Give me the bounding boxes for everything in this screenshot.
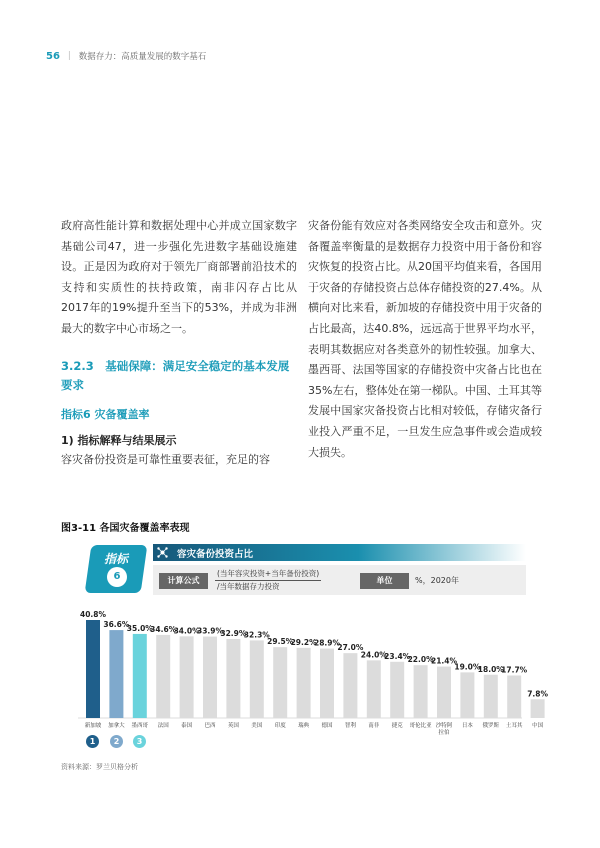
value-label: 17.7%	[501, 665, 528, 675]
value-label: 27.0%	[337, 643, 364, 653]
coverage-bar-chart	[60, 600, 549, 736]
bar-印度	[273, 647, 287, 718]
value-label: 34.6%	[150, 624, 177, 634]
bar-捷克	[390, 662, 404, 718]
bar-泰国	[180, 636, 194, 718]
category-label: 南非	[368, 723, 380, 729]
bar-加拿大	[109, 630, 123, 718]
category-label: 智利	[344, 723, 356, 729]
rank-badge-3: 3	[133, 735, 146, 748]
category-label: 捷克	[391, 723, 403, 729]
category-label: 加拿大	[108, 723, 125, 729]
bar-新加坡	[86, 620, 100, 718]
value-label: 19.0%	[454, 662, 481, 672]
value-label: 29.2%	[290, 637, 317, 647]
rank-badge-1: 1	[86, 735, 99, 748]
category-label: 哥伦比亚	[409, 723, 432, 729]
indicator-heading: 指标6 灾备覆盖率	[61, 407, 150, 421]
value-label: 36.6%	[103, 620, 130, 630]
left-paragraph-2: 容灾备份投资是可靠性重要表征，充足的容	[61, 453, 270, 467]
value-label: 32.9%	[220, 628, 247, 638]
sub-heading: 1) 指标解释与结果展示	[61, 434, 177, 448]
bar-法国	[156, 635, 170, 718]
category-label: 沙特阿	[435, 723, 453, 729]
unit-label: 单位	[360, 573, 409, 589]
indicator-badge	[88, 545, 144, 593]
bar-智利	[343, 653, 357, 718]
bar-中国	[531, 699, 545, 718]
left-paragraph-1: 政府高性能计算和数据处理中心并成立国家数字基础公司47，进一步强化先进数字基础设施建设。正是因为政府对于领先厂商部署前沿技术的支持和实质性的扶持政策，南非闪存占比从2017年的19%提升至当下的53%，并成为非洲最大的数字中心市场之一。	[61, 219, 297, 335]
bar-德国	[320, 649, 334, 718]
value-label: 18.0%	[477, 664, 504, 674]
value-label: 33.9%	[196, 626, 224, 636]
value-label: 7.8%	[527, 689, 549, 699]
category-label: 中国	[532, 723, 544, 729]
figure-title: 图3-11 各国灾备覆盖率表现	[61, 523, 190, 534]
category-label: 土耳其	[505, 723, 523, 729]
category-label: 英国	[227, 723, 239, 729]
bar-英国	[226, 639, 240, 718]
formula	[215, 568, 321, 593]
value-label: 29.5%	[267, 637, 294, 647]
section-heading: 3.2.3 基础保障：满足安全稳定的基本发展要求	[61, 358, 290, 392]
category-label: 巴西	[204, 723, 216, 729]
category-label: 德国	[321, 723, 333, 729]
value-label: 40.8%	[79, 610, 107, 619]
category-label: 瑞典	[298, 723, 310, 729]
bar-俄罗斯	[484, 675, 498, 718]
formula-numerator: (当年容灾投资+当年备份投资)	[215, 568, 321, 581]
metric-title-bar	[153, 544, 526, 561]
header-separator: |	[67, 51, 71, 61]
category-label: 泰国	[181, 723, 193, 729]
value-label: 23.4%	[384, 651, 411, 661]
category-label: 新加坡	[84, 723, 102, 729]
left-column	[61, 216, 297, 471]
badge-number: 6	[107, 567, 127, 587]
formula-denominator: /当年数据存力投资	[217, 582, 280, 591]
page-number: 56	[46, 50, 60, 62]
bar-美国	[250, 640, 264, 718]
bar-哥伦比亚	[414, 665, 428, 718]
page-header	[46, 50, 206, 62]
source-note: 资料来源：罗兰贝格分析	[61, 763, 138, 771]
bar-沙特阿拉伯	[437, 667, 451, 718]
formula-row	[153, 565, 526, 595]
category-label: 美国	[251, 723, 263, 729]
formula-label: 计算公式	[159, 573, 208, 589]
category-label: 拉伯	[438, 730, 450, 736]
rank-badge-2: 2	[110, 735, 123, 748]
bar-巴西	[203, 637, 217, 718]
category-label: 印度	[274, 723, 286, 729]
value-label: 22.0%	[407, 655, 434, 665]
category-label: 法国	[157, 723, 169, 729]
bar-瑞典	[297, 648, 311, 718]
metric-title: 容灾备份投资占比	[177, 549, 254, 560]
value-label: 32.3%	[243, 630, 270, 640]
category-label: 俄罗斯	[482, 723, 500, 729]
bar-墨西哥	[133, 634, 147, 718]
category-label: 日本	[461, 723, 473, 729]
value-label: 28.9%	[313, 638, 341, 648]
value-label: 21.4%	[430, 656, 458, 666]
badge-label: 指标	[103, 552, 128, 566]
running-title: 数据存力：高质量发展的数字基石	[78, 52, 207, 62]
bar-土耳其	[507, 675, 521, 718]
value-label: 35.0%	[126, 623, 153, 633]
unit-value: %，2020年	[415, 576, 459, 585]
right-paragraph: 灾备份能有效应对各类网络安全攻击和意外。灾备覆盖率衡量的是数据存力投资中用于备份和容灾恢复的投资占比。从20国平均值来看，各国用于灾备的存储投资占总体存储投资的27.4%。从横向对比来看，新加坡的存储投资中用于灾备的占比最高，达40.8%，远远高于世界平均水平，表明其数据应对各类意外的韧性较强。加拿大、墨西哥、法国等国家的存储投资中灾备占比也在35%左右，整体处在第一梯队。中国、土耳其等发展中国家灾备投资占比相对较低，存储灾备行业投入严重不足，一旦发生应急事件或会造成较大损失。	[308, 219, 542, 459]
bar-南非	[367, 660, 381, 718]
value-label: 34.0%	[173, 626, 200, 636]
category-label: 墨西哥	[131, 723, 149, 729]
nodes-icon	[157, 547, 168, 558]
bar-日本	[460, 672, 474, 718]
value-label: 24.0%	[360, 650, 387, 660]
right-column	[308, 216, 542, 463]
